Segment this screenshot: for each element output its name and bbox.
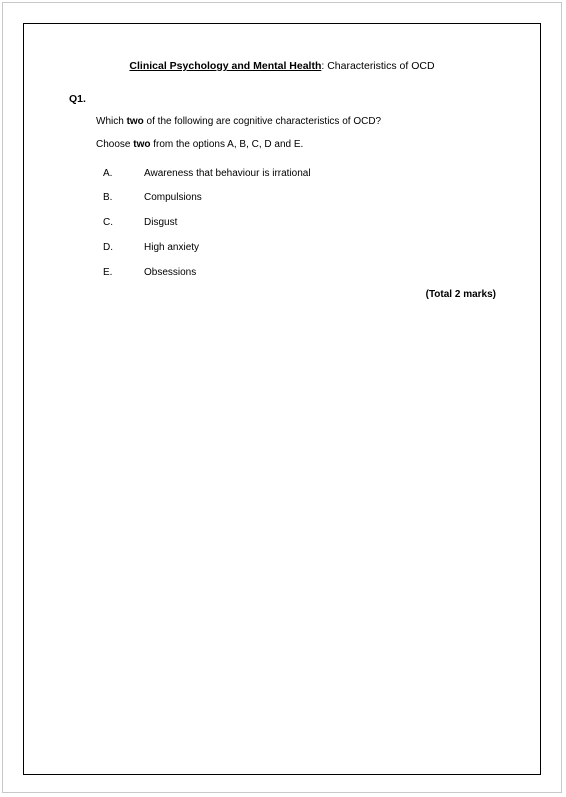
page-title <box>23 59 541 73</box>
question-instruction <box>96 138 303 152</box>
title-topic: : Characteristics of OCD <box>321 60 435 72</box>
option-text: High anxiety <box>144 242 200 253</box>
option-text: Awareness that behaviour is irrational <box>144 168 311 179</box>
option-text: Obsessions <box>144 267 197 278</box>
title-subject: Clinical Psychology and Mental Health <box>129 60 322 72</box>
option-text: Compulsions <box>144 192 202 203</box>
question-stem-start: Which <box>96 116 127 127</box>
instruction-start: Choose <box>96 139 134 150</box>
question-number: Q1. <box>69 93 86 105</box>
option-letter: D. <box>103 242 113 253</box>
instruction-emphasis: two <box>133 139 151 150</box>
question-stem-end: of the following are cognitive characteristics of OCD? <box>143 116 382 127</box>
instruction-end: from the options A, B, C, D and E. <box>150 139 304 150</box>
option-letter: A. <box>103 168 113 179</box>
question-stem-emphasis: two <box>126 116 144 127</box>
option-letter: B. <box>103 192 113 203</box>
question-stem <box>96 115 381 129</box>
page-frame <box>23 23 541 775</box>
option-letter: C. <box>103 217 113 228</box>
option-text: Disgust <box>144 217 178 228</box>
option-letter: E. <box>103 267 113 278</box>
total-marks: (Total 2 marks) <box>425 289 496 300</box>
